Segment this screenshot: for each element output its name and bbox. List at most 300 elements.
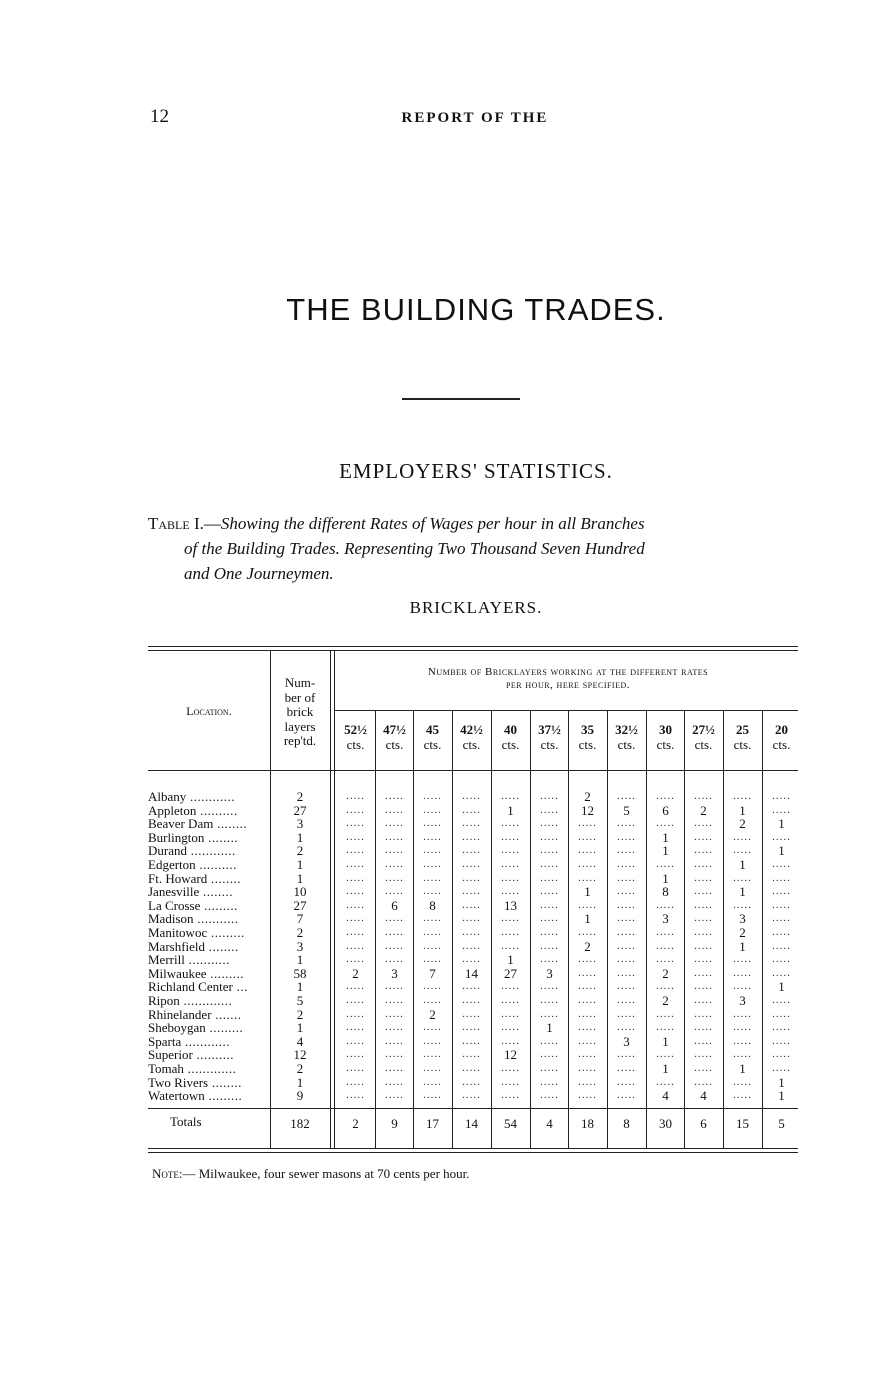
empty-cell-dots: .....: [656, 1048, 675, 1061]
empty-cell-dots: .....: [617, 858, 636, 870]
table-cell: 3: [623, 1033, 630, 1049]
empty-cell-dots: .....: [772, 1062, 791, 1074]
totals-cell: 5: [778, 1116, 785, 1131]
empty-cell-dots: .....: [617, 980, 636, 993]
table-cell: 14: [465, 965, 478, 981]
empty-cell-dots: .....: [617, 830, 636, 843]
table-cell: 3: [739, 911, 746, 927]
rate-header-unit: cts.: [423, 737, 442, 752]
empty-cell-dots: .....: [694, 966, 713, 979]
empty-cell-dots: .....: [540, 858, 559, 870]
row-location-name: Milwaukee: [148, 965, 207, 981]
empty-cell-dots: .....: [385, 885, 404, 898]
empty-cell-dots: .....: [733, 1075, 752, 1088]
empty-cell-dots: .....: [617, 898, 636, 911]
empty-cell-dots: .....: [462, 1062, 481, 1074]
empty-cell-dots: .....: [578, 926, 597, 938]
empty-cell-dots: .....: [385, 953, 404, 966]
empty-cell-dots: .....: [501, 939, 520, 952]
table-cell: 3: [739, 993, 746, 1008]
rate-header-unit: cts.: [462, 737, 481, 752]
empty-cell-dots: .....: [617, 953, 636, 966]
empty-cell-dots: .....: [346, 1021, 365, 1034]
empty-cell-dots: .....: [385, 1021, 404, 1034]
empty-cell-dots: .....: [462, 898, 481, 911]
empty-cell-dots: .....: [733, 871, 752, 884]
table-cell: 1: [584, 911, 591, 927]
empty-cell-dots: .....: [423, 803, 442, 816]
empty-cell-dots: .....: [385, 1007, 404, 1020]
empty-cell-dots: .....: [617, 1075, 636, 1088]
empty-cell-dots: .....: [694, 939, 713, 952]
row-count: 1: [296, 829, 304, 845]
empty-cell-dots: .....: [540, 830, 559, 843]
row-location-name: Burlington: [148, 829, 205, 845]
empty-cell-dots: .....: [578, 1048, 597, 1061]
rates-header-rule: [334, 710, 798, 711]
rate-column-rule: [413, 710, 414, 1148]
empty-cell-dots: .....: [346, 830, 365, 843]
row-location-name: Ripon: [148, 993, 180, 1008]
wage-table: [148, 646, 798, 1154]
rate-column-rule: [568, 710, 569, 1148]
empty-cell-dots: .....: [423, 939, 442, 952]
empty-cell-dots: .....: [385, 1075, 404, 1088]
rate-header: [336, 722, 375, 752]
location-header: Location.: [186, 704, 232, 718]
empty-cell-dots: .....: [385, 817, 404, 830]
row-location: [148, 953, 268, 967]
empty-cell-dots: .....: [385, 803, 404, 816]
empty-cell-dots: .....: [423, 830, 442, 843]
row-location: [148, 1008, 268, 1022]
rate-column-rule: [646, 710, 647, 1148]
empty-cell-dots: .....: [733, 1021, 752, 1034]
row-count: 2: [296, 843, 304, 859]
rate-header-value: 25: [736, 722, 749, 737]
rate-header-unit: cts.: [501, 737, 520, 752]
rate-header-unit: cts.: [385, 737, 404, 752]
empty-cell-dots: .....: [501, 817, 520, 830]
row-count: 3: [296, 938, 304, 954]
leader-dots: .............: [183, 1061, 237, 1076]
leader-dots: ..........: [192, 1047, 235, 1063]
empty-cell-dots: .....: [617, 966, 636, 979]
empty-cell-dots: .....: [423, 871, 442, 884]
row-count: 7: [296, 911, 304, 927]
number-header-line: ber of: [284, 689, 316, 705]
number-header-line: brick: [286, 704, 314, 719]
totals-count: 182: [290, 1116, 310, 1131]
empty-cell-dots: .....: [772, 953, 791, 966]
empty-cell-dots: .....: [423, 858, 442, 870]
totals-cell: 9: [391, 1116, 398, 1131]
leader-dots: ........: [208, 1074, 242, 1090]
totals-cell: 18: [581, 1116, 594, 1131]
table-cell: 1: [739, 857, 746, 872]
leader-dots: ...........: [184, 952, 230, 968]
empty-cell-dots: .....: [772, 966, 791, 979]
empty-cell-dots: .....: [772, 1007, 791, 1020]
empty-cell-dots: .....: [385, 980, 404, 993]
table-cell: 1: [662, 1033, 669, 1049]
empty-cell-dots: .....: [423, 1021, 442, 1034]
table-cell: 6: [391, 897, 398, 913]
empty-cell-dots: .....: [733, 830, 752, 843]
empty-cell-dots: .....: [346, 912, 365, 925]
totals-cell: 14: [465, 1116, 478, 1131]
table-cell: 1: [739, 1061, 746, 1076]
empty-cell-dots: .....: [656, 790, 675, 802]
row-location-name: Marshfield: [148, 938, 206, 954]
empty-cell-dots: .....: [423, 1075, 442, 1088]
leader-dots: ............: [187, 843, 236, 859]
rate-column-rule: [452, 710, 453, 1148]
empty-cell-dots: .....: [501, 1089, 520, 1102]
number-header-line: rep'td.: [283, 733, 317, 748]
empty-cell-dots: .....: [772, 1048, 791, 1061]
leader-dots: ..........: [196, 802, 238, 818]
empty-cell-dots: .....: [462, 871, 481, 884]
empty-cell-dots: .....: [423, 953, 442, 966]
empty-cell-dots: .....: [694, 1075, 713, 1088]
empty-cell-dots: .....: [501, 858, 520, 870]
totals-cell: 6: [700, 1116, 707, 1131]
rate-header-value: 40: [504, 722, 517, 737]
empty-cell-dots: .....: [656, 898, 675, 911]
empty-cell-dots: .....: [617, 1062, 636, 1074]
row-location: [148, 790, 268, 804]
empty-cell-dots: .....: [385, 858, 404, 870]
row-count: 1: [296, 979, 304, 995]
empty-cell-dots: .....: [423, 1062, 442, 1074]
rate-header: [646, 722, 685, 752]
empty-cell-dots: .....: [462, 1021, 481, 1034]
row-location: [148, 858, 268, 872]
empty-cell-dots: .....: [578, 966, 597, 979]
rates-span-header-line: Number of Bricklayers working at the different rates: [427, 666, 709, 678]
empty-cell-dots: .....: [617, 1048, 636, 1061]
empty-cell-dots: .....: [346, 803, 365, 816]
empty-cell-dots: .....: [733, 844, 752, 857]
row-count: 4: [296, 1033, 304, 1049]
caption-line-2: of the Building Trades. Representing Two Thousand Seven Hundred: [184, 539, 645, 558]
empty-cell-dots: .....: [385, 912, 404, 925]
table-cell: 4: [662, 1088, 669, 1104]
empty-cell-dots: .....: [346, 817, 365, 830]
row-location-name: La Crosse: [148, 897, 201, 913]
empty-cell-dots: .....: [656, 858, 675, 870]
empty-cell-dots: .....: [694, 980, 713, 993]
empty-cell-dots: .....: [540, 939, 559, 952]
row-count: 9: [296, 1088, 304, 1104]
row-location-name: Sheboygan: [148, 1020, 206, 1036]
table-cell: 1: [739, 884, 746, 900]
leader-dots: ...........: [193, 911, 239, 927]
table-cell: 1: [778, 1074, 785, 1090]
row-location: [148, 926, 268, 940]
empty-cell-dots: .....: [772, 912, 791, 925]
leader-dots: .............: [179, 993, 233, 1008]
table-cell: 8: [429, 897, 436, 913]
row-location-name: Appleton: [148, 802, 197, 818]
row-count: 2: [296, 789, 304, 804]
empty-cell-dots: .....: [501, 926, 520, 938]
row-count: 1: [296, 1074, 304, 1090]
rate-header: [452, 722, 491, 752]
totals-cell: 30: [659, 1116, 672, 1131]
leader-dots: .........: [205, 1020, 244, 1036]
rate-header-value: 42½: [460, 722, 483, 737]
empty-cell-dots: .....: [462, 1007, 481, 1020]
table-cell: 13: [504, 897, 517, 913]
empty-cell-dots: .....: [501, 994, 520, 1006]
empty-cell-dots: .....: [501, 830, 520, 843]
empty-cell-dots: .....: [617, 790, 636, 802]
rate-header: [762, 722, 801, 752]
row-count: 1: [296, 952, 304, 968]
rate-header-value: 20: [775, 722, 788, 737]
row-location: [148, 844, 268, 858]
table-cell: 1: [739, 938, 746, 954]
empty-cell-dots: .....: [694, 830, 713, 843]
table-cell: 1: [507, 952, 514, 968]
empty-cell-dots: .....: [462, 980, 481, 993]
table-cell: 3: [546, 965, 553, 981]
empty-cell-dots: .....: [462, 939, 481, 952]
empty-cell-dots: .....: [617, 871, 636, 884]
leader-dots: ............: [186, 789, 236, 804]
empty-cell-dots: .....: [578, 1062, 597, 1074]
empty-cell-dots: .....: [578, 994, 597, 1006]
totals-cell: 8: [623, 1116, 630, 1131]
table-cell: 5: [623, 802, 630, 818]
row-location: [148, 1089, 268, 1103]
empty-cell-dots: .....: [346, 1034, 365, 1047]
row-location-name: Watertown: [148, 1088, 205, 1104]
row-location-name: Janesville: [148, 884, 200, 900]
empty-cell-dots: .....: [462, 803, 481, 816]
empty-cell-dots: .....: [346, 885, 365, 898]
row-location: [148, 817, 268, 831]
table-caption: [148, 511, 808, 586]
row-location-name: Two Rivers: [148, 1074, 209, 1090]
empty-cell-dots: .....: [501, 980, 520, 993]
empty-cell-dots: .....: [694, 953, 713, 966]
table-cell: 1: [662, 843, 669, 859]
empty-cell-dots: .....: [733, 790, 752, 802]
leader-dots: ........: [205, 938, 239, 954]
table-cell: 2: [584, 789, 591, 804]
caption-line-3: and One Journeymen.: [184, 564, 334, 583]
empty-cell-dots: .....: [540, 1089, 559, 1102]
empty-cell-dots: .....: [540, 790, 559, 802]
empty-cell-dots: .....: [578, 844, 597, 857]
empty-cell-dots: .....: [772, 939, 791, 952]
footnote: [152, 1166, 470, 1182]
table-cell: 7: [429, 965, 436, 981]
empty-cell-dots: .....: [733, 1089, 752, 1102]
empty-cell-dots: .....: [578, 830, 597, 843]
empty-cell-dots: .....: [540, 994, 559, 1006]
table-cell: 1: [507, 802, 514, 818]
empty-cell-dots: .....: [462, 844, 481, 857]
table-cell: 2: [700, 802, 707, 818]
empty-cell-dots: .....: [346, 926, 365, 938]
empty-cell-dots: .....: [385, 830, 404, 843]
empty-cell-dots: .....: [694, 790, 713, 802]
empty-cell-dots: .....: [733, 898, 752, 911]
empty-cell-dots: .....: [540, 912, 559, 925]
empty-cell-dots: .....: [617, 844, 636, 857]
rate-header-value: 37½: [538, 722, 561, 737]
row-count: 2: [296, 1006, 304, 1022]
table-cell: 1: [584, 884, 591, 900]
rate-header-value: 30: [659, 722, 672, 737]
rate-header-unit: cts.: [617, 737, 636, 752]
row-location-name: Manitowoc: [148, 925, 208, 940]
table-cell: 27: [504, 965, 517, 981]
empty-cell-dots: .....: [462, 1034, 481, 1047]
empty-cell-dots: .....: [423, 1048, 442, 1061]
empty-cell-dots: .....: [694, 912, 713, 925]
empty-cell-dots: .....: [385, 1089, 404, 1102]
empty-cell-dots: .....: [733, 1048, 752, 1061]
row-count: 1: [296, 857, 304, 872]
empty-cell-dots: .....: [346, 790, 365, 802]
leader-dots: ........: [199, 884, 234, 900]
empty-cell-dots: .....: [346, 939, 365, 952]
row-location: [148, 912, 268, 926]
header-bottom-rule: [148, 770, 798, 771]
totals-cell: 15: [736, 1116, 749, 1131]
empty-cell-dots: .....: [540, 953, 559, 966]
table-bottom-rule: [148, 1148, 798, 1149]
row-location-name: Ft. Howard: [148, 870, 208, 886]
table-cell: 4: [700, 1088, 707, 1104]
leader-dots: ........: [207, 870, 241, 886]
leader-dots: ........: [204, 829, 239, 845]
empty-cell-dots: .....: [462, 953, 481, 966]
empty-cell-dots: .....: [694, 1034, 713, 1047]
table-cell: 1: [546, 1020, 553, 1036]
row-location-name: Tomah: [148, 1061, 184, 1076]
rate-column-rule: [684, 710, 685, 1148]
empty-cell-dots: .....: [346, 898, 365, 911]
empty-cell-dots: .....: [462, 1089, 481, 1102]
sub-title: BRICKLAYERS.: [409, 598, 543, 617]
empty-cell-dots: .....: [617, 885, 636, 898]
empty-cell-dots: .....: [656, 1007, 675, 1020]
row-count: 1: [296, 870, 304, 886]
table-cell: 1: [739, 802, 746, 818]
row-location-name: Rhinelander: [148, 1006, 212, 1022]
totals-label: Totals: [170, 1114, 202, 1129]
rate-column-rule: [491, 710, 492, 1148]
empty-cell-dots: .....: [462, 912, 481, 925]
empty-cell-dots: .....: [656, 817, 675, 830]
empty-cell-dots: .....: [578, 953, 597, 966]
leader-dots: .......: [211, 1006, 242, 1022]
empty-cell-dots: .....: [772, 994, 791, 1006]
empty-cell-dots: .....: [733, 980, 752, 993]
empty-cell-dots: .....: [423, 885, 442, 898]
row-location: [148, 1062, 268, 1076]
table-cell: 1: [662, 829, 669, 845]
table-top-rule: [148, 646, 798, 647]
empty-cell-dots: .....: [501, 1021, 520, 1034]
caption-lead: Table I.—: [148, 514, 221, 533]
empty-cell-dots: .....: [656, 980, 675, 993]
row-count: 27: [293, 802, 307, 818]
empty-cell-dots: .....: [578, 898, 597, 911]
empty-cell-dots: .....: [617, 817, 636, 830]
rate-header: [413, 722, 452, 752]
empty-cell-dots: .....: [423, 912, 442, 925]
row-count: 3: [296, 816, 304, 832]
row-location: [148, 804, 268, 818]
leader-dots: .........: [200, 897, 238, 913]
rate-header-unit: cts.: [346, 737, 365, 752]
leader-dots: .........: [204, 1088, 243, 1104]
rate-header-value: 45: [426, 722, 439, 737]
empty-cell-dots: .....: [578, 1021, 597, 1034]
row-location-name: Sparta: [148, 1033, 182, 1049]
rate-header-value: 35: [581, 722, 594, 737]
empty-cell-dots: .....: [772, 790, 791, 802]
empty-cell-dots: .....: [501, 1075, 520, 1088]
table-cell: 1: [778, 816, 785, 832]
empty-cell-dots: .....: [423, 980, 442, 993]
row-location: [148, 899, 268, 913]
row-location: [148, 1035, 268, 1049]
rate-header: [684, 722, 723, 752]
empty-cell-dots: .....: [501, 885, 520, 898]
empty-cell-dots: .....: [423, 1034, 442, 1047]
empty-cell-dots: .....: [385, 926, 404, 938]
row-location: [148, 967, 268, 981]
empty-cell-dots: .....: [733, 1034, 752, 1047]
empty-cell-dots: .....: [540, 898, 559, 911]
number-header: [272, 676, 328, 749]
row-location: [148, 994, 268, 1008]
table-cell: 1: [662, 870, 669, 886]
empty-cell-dots: .....: [772, 885, 791, 898]
empty-cell-dots: .....: [346, 994, 365, 1006]
empty-cell-dots: .....: [462, 994, 481, 1006]
rate-header: [723, 722, 762, 752]
row-location: [148, 872, 268, 886]
row-count: 12: [293, 1047, 307, 1063]
row-count: 2: [296, 1061, 304, 1076]
empty-cell-dots: .....: [346, 980, 365, 993]
empty-cell-dots: .....: [423, 790, 442, 802]
empty-cell-dots: .....: [578, 871, 597, 884]
empty-cell-dots: .....: [540, 844, 559, 857]
row-count: 27: [293, 897, 307, 913]
empty-cell-dots: .....: [656, 1021, 675, 1034]
rate-column-rule: [607, 710, 608, 1148]
table-cell: 1: [778, 843, 785, 859]
totals-cell: 17: [426, 1116, 439, 1131]
empty-cell-dots: .....: [578, 1007, 597, 1020]
row-location: [148, 980, 268, 994]
empty-cell-dots: .....: [578, 1075, 597, 1088]
totals-rule: [148, 1108, 798, 1109]
empty-cell-dots: .....: [501, 912, 520, 925]
title-rule: [402, 398, 520, 400]
empty-cell-dots: .....: [540, 980, 559, 993]
